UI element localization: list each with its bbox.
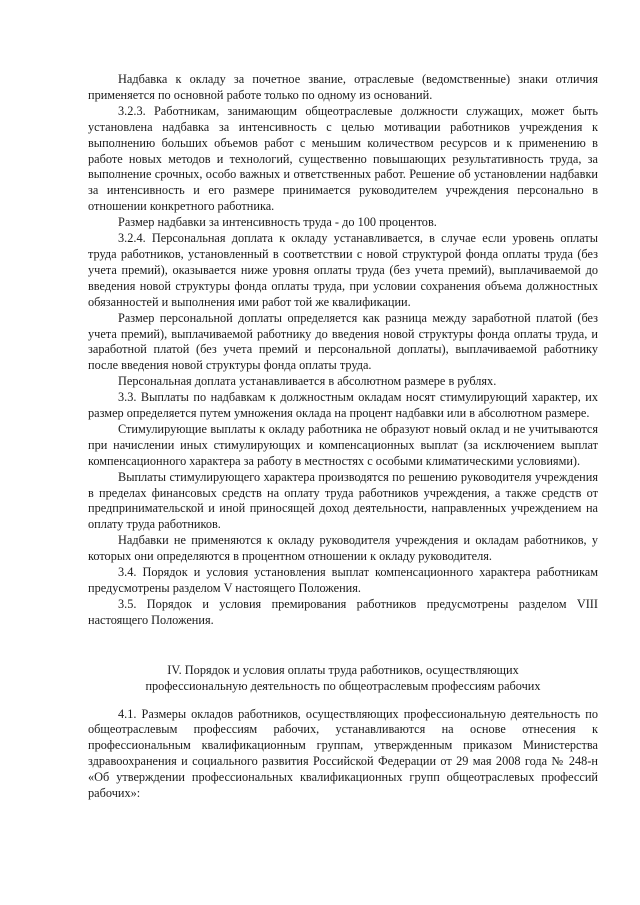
paragraph: 3.3. Выплаты по надбавкам к должностным окладам носят стимулирующий характер, их размер определяется путем умножения оклада на процент надбавки или в абсолютном размере. bbox=[88, 390, 598, 421]
paragraph: 3.4. Порядок и условия установления выплат компенсационного характера работникам предусмотрены разделом V настоящего Положения. bbox=[88, 565, 598, 595]
paragraph: Размер надбавки за интенсивность труда - до 100 процентов. bbox=[118, 215, 437, 230]
paragraph: Надбавки не применяются к окладу руководителя учреждения и окладам работников, у которых они определяются в процентном отношении к окладу руководителя. bbox=[88, 533, 598, 564]
section-heading-line-1: IV. Порядок и условия оплаты труда работников, осуществляющих bbox=[167, 662, 519, 677]
paragraph: Персональная доплата устанавливается в абсолютном размере в рублях. bbox=[118, 374, 497, 389]
paragraph: Размер персональной доплаты определяется как разница между заработной платой (без учета премий), выплачиваемой работнику до введения новой структуры фонда оплаты труда, и заработной платой (без учета премий и персональной доплаты), выплачиваемой работнику после введения новой структуры фонда оплаты труда. bbox=[88, 310, 598, 373]
paragraph: 3.2.3. Работникам, занимающим общеотраслевые должности служащих, может быть установлена надбавка за интенсивность с целью мотивации работников учреждения к выполнению больших объемов работ с меньшим количеством ресурсов и к применению в работе новых методов и технологий, существенно повышающих результативность труда, за выполнение срочных, особо важных и ответственных работ. Решение об установлении надбавки за интенсивность и его размере принимается руководителем учреждения персонально в отношении конкретного работника. bbox=[88, 103, 598, 214]
paragraph: Надбавка к окладу за почетное звание, отраслевые (ведомственные) знаки отличия применяется по основной работе только по одному из оснований. bbox=[88, 72, 598, 102]
paragraph: 3.2.4. Персональная доплата к окладу устанавливается, в случае если уровень оплаты труда работников, установленный в соответствии с новой структурой фонда оплаты труда (без учета премий), оказывается ниже уровня оплаты труда (без учета премий), выплачиваемой до введения новой структуры фонда оплаты труда, при условии сохранения объема должностных обязанностей и выполнения ими работ той же квалификации. bbox=[88, 231, 598, 309]
paragraph: 4.1. Размеры окладов работников, осуществляющих профессиональную деятельность по общеотраслевым профессиям рабочих, устанавливаются на основе отнесения к профессиональным квалификационным группам, утвержденным приказом Министерства здравоохранения и социального развития Российской Федерации от 29 мая 2008 года № 248-н «Об утверждении профессиональных квалификационных групп общеотраслевых профессий рабочих»: bbox=[88, 706, 598, 801]
paragraph: Стимулирующие выплаты к окладу работника не образуют новый оклад и не учитываются при начислении иных стимулирующих и компенсационных выплат (за исключением выплат компенсационного характера за работу в местностях с особыми климатическими условиями). bbox=[88, 421, 598, 468]
section-heading-line-2: профессиональную деятельность по общеотраслевым профессиям рабочих bbox=[145, 678, 541, 693]
section-heading bbox=[88, 663, 598, 695]
document-body bbox=[88, 72, 598, 802]
paragraph: Выплаты стимулирующего характера производятся по решению руководителя учреждения в пределах финансовых средств на оплату труда работников учреждения, а также средств от предпринимательской и иной приносящей доход деятельности, направленных учреждением на оплату труда работников. bbox=[88, 469, 598, 532]
paragraph: 3.5. Порядок и условия премирования работников предусмотрены разделом VIII настоящего Положения. bbox=[88, 596, 598, 627]
